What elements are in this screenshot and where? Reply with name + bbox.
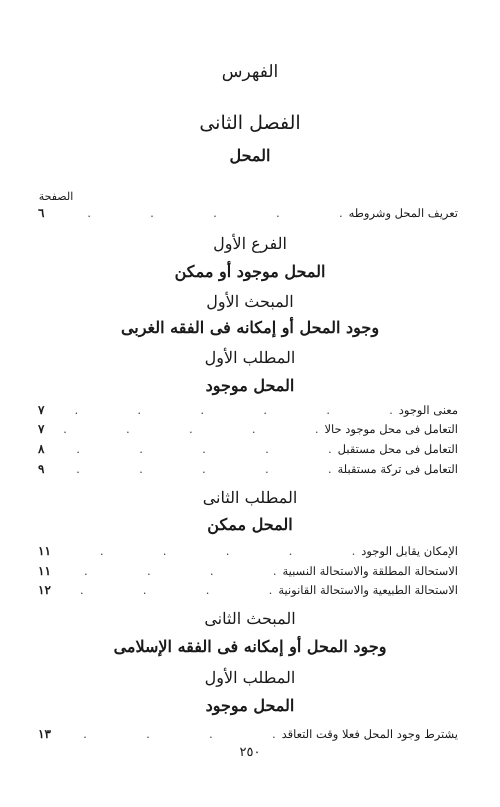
leader-dots bbox=[58, 207, 343, 220]
toc-entry-page: ٨ bbox=[38, 442, 45, 456]
toc-entry bbox=[38, 583, 458, 599]
section-label: المبحث الثانى bbox=[204, 609, 296, 628]
toc-entry-text: تعريف المحل وشروطه bbox=[348, 206, 458, 220]
toc-entry-text: معنى الوجود bbox=[398, 403, 458, 417]
toc-entry-text: التعامل فى محل مستقبل bbox=[337, 442, 458, 456]
toc-entry-text: التعامل فى محل موجود حالا bbox=[324, 422, 458, 436]
toc-entry bbox=[38, 462, 458, 478]
toc-entry-text: الإمكان يقابل الوجود bbox=[361, 544, 458, 558]
leader-dots bbox=[58, 565, 276, 578]
toc-entry-page: ١٣ bbox=[38, 727, 51, 741]
leader-dots bbox=[58, 423, 318, 436]
toc-entry-page: ٧ bbox=[38, 403, 45, 417]
toc-entry-text: يشترط وجود المحل فعلا وقت التعاقد bbox=[281, 727, 458, 741]
toc-entry-page: ١٢ bbox=[38, 583, 51, 597]
demand-label: المطلب الأول bbox=[204, 668, 296, 687]
leader-dots bbox=[58, 443, 332, 456]
toc-entry bbox=[38, 544, 458, 560]
demand-title: المحل موجود bbox=[205, 696, 295, 715]
toc-entry-page: ١١ bbox=[38, 544, 51, 558]
toc-entry-page: ٧ bbox=[38, 422, 45, 436]
leader-dots bbox=[58, 584, 272, 597]
toc-entry-page: ١١ bbox=[38, 564, 51, 578]
branch-label: الفرع الأول bbox=[213, 234, 287, 253]
index-title: الفهرس bbox=[221, 62, 279, 82]
section-label: المبحث الأول bbox=[206, 292, 294, 311]
leader-dots bbox=[58, 545, 355, 558]
toc-entry-page: ٦ bbox=[38, 206, 45, 220]
toc-entry bbox=[38, 403, 458, 419]
section-title: وجود المحل أو إمكانه فى الفقه الغربى bbox=[120, 318, 380, 337]
chapter-title: الفصل الثانى bbox=[199, 112, 301, 134]
demand-title: المحل موجود bbox=[205, 376, 295, 395]
leader-dots bbox=[58, 404, 393, 417]
leader-dots bbox=[58, 463, 332, 476]
toc-entry-text: التعامل فى تركة مستقبلة bbox=[337, 462, 458, 476]
leader-dots bbox=[58, 728, 276, 741]
toc-entry bbox=[38, 727, 458, 743]
toc-entry bbox=[38, 564, 458, 580]
page-column-label: الصفحة bbox=[38, 190, 74, 203]
demand-label: المطلب الثانى bbox=[202, 488, 298, 507]
toc-entry bbox=[38, 422, 458, 438]
toc-entry-text: الاستحالة الطبيعية والاستحالة القانونية bbox=[278, 583, 458, 597]
branch-title: المحل موجود أو ممكن bbox=[174, 262, 326, 281]
toc-entry bbox=[38, 206, 458, 222]
page-number: ٢٥٠ bbox=[239, 745, 261, 760]
section-title: وجود المحل أو إمكانه فى الفقه الإسلامى bbox=[113, 637, 387, 656]
demand-label: المطلب الأول bbox=[204, 348, 296, 367]
toc-entry-text: الاستحالة المطلقة والاستحالة النسبية bbox=[282, 564, 458, 578]
chapter-subject: المحل bbox=[229, 146, 271, 165]
demand-title: المحل ممكن bbox=[207, 515, 293, 534]
toc-entry bbox=[38, 442, 458, 458]
toc-entry-page: ٩ bbox=[38, 462, 45, 476]
